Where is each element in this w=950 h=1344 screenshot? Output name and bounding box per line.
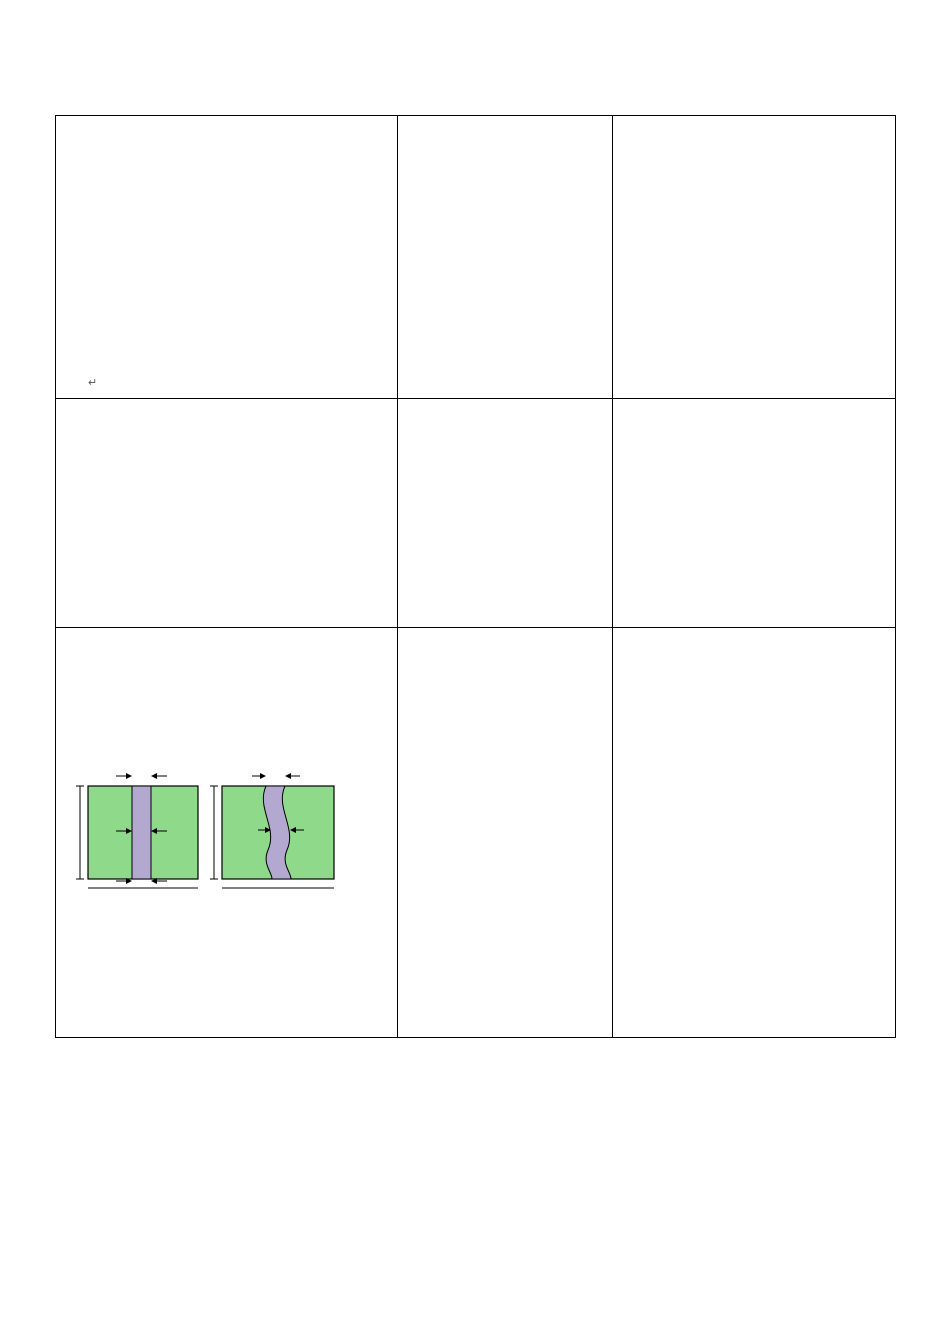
content-cell: [56, 116, 398, 399]
activity-cell: [398, 399, 613, 628]
activity-cell: [398, 628, 613, 1038]
table-row: [56, 116, 896, 399]
purpose-cell: [613, 628, 896, 1038]
purpose-cell: [613, 116, 896, 399]
lesson-table: [55, 115, 896, 1038]
content-cell: [56, 399, 398, 628]
section-title: [56, 116, 397, 118]
return-mark: ↵: [88, 377, 98, 389]
content-cell: [56, 628, 398, 1038]
table-row: [56, 628, 896, 1038]
curved-road-diagram: [210, 773, 334, 888]
curve-figure: [68, 212, 398, 397]
activity-cell: [398, 116, 613, 399]
road-figure: [72, 768, 372, 928]
section-title: [56, 399, 397, 401]
section-title: [56, 628, 397, 630]
straight-road-diagram: [76, 773, 198, 888]
table-row: [56, 399, 896, 628]
purpose-cell: [613, 399, 896, 628]
